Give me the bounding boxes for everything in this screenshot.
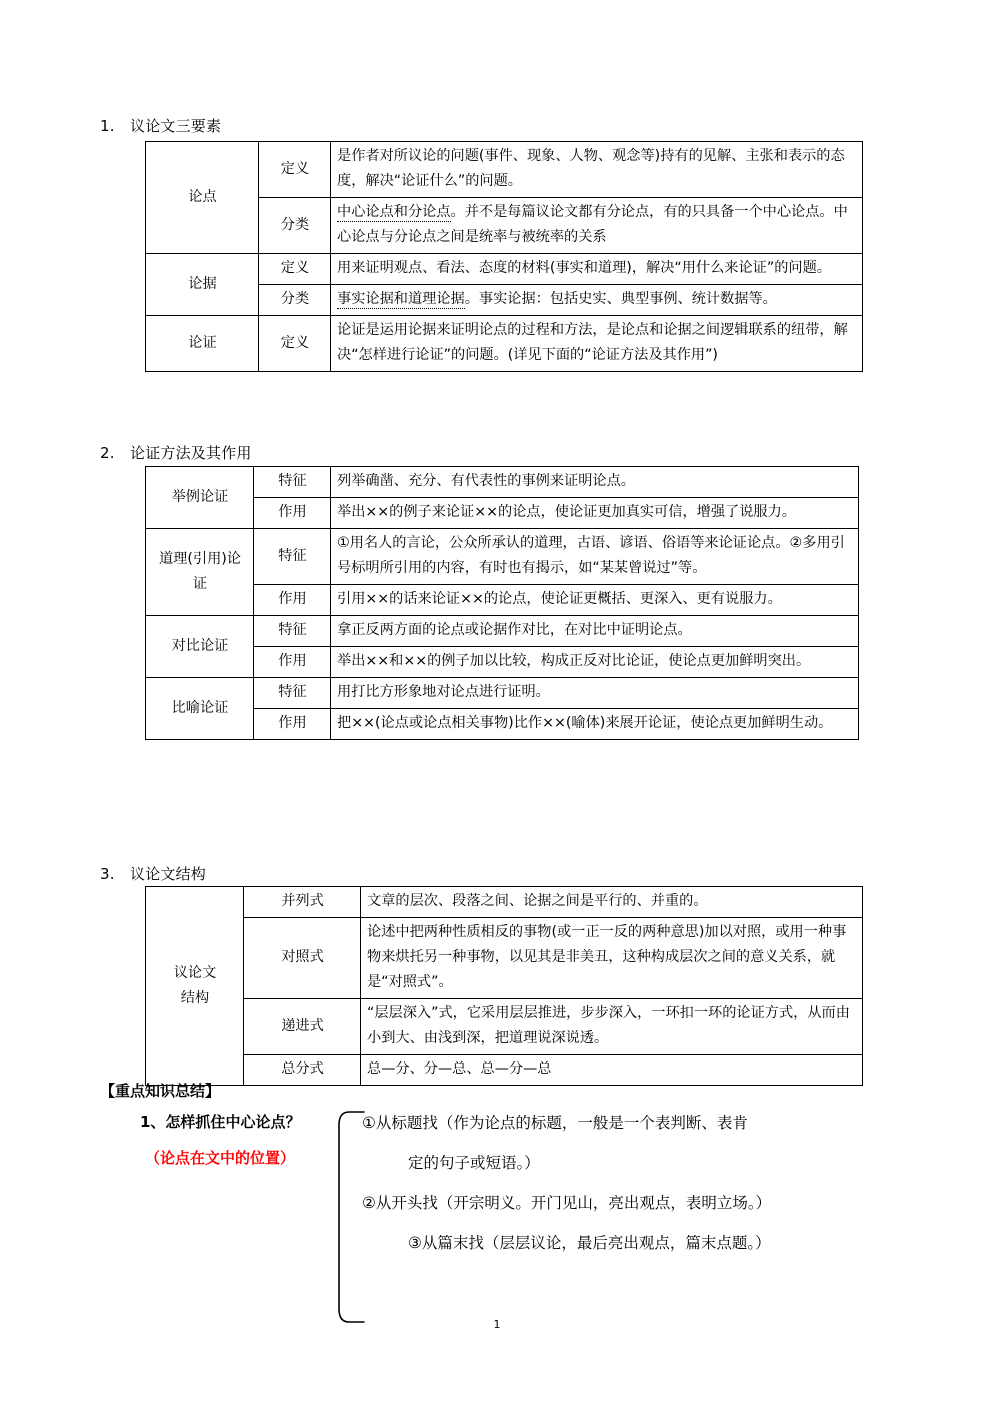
cell-text: 论述中把两种性质相反的事物(或一正一反的两种意思)加以对照，或用一种事物来烘托另一种事物，以见其是非美丑，这种构成层次之间的意义关系，就是“对照式”。 xyxy=(361,918,863,999)
table-row xyxy=(146,918,863,999)
cell-label: 定义 xyxy=(259,254,331,285)
cell-label: 作用 xyxy=(254,585,331,616)
underlined-term: 事实论据和道理论据 xyxy=(337,291,465,307)
cell-text: 用打比方形象地对论点进行证明。 xyxy=(331,678,859,709)
underlined-term: 中心论点和分论点 xyxy=(337,204,451,220)
cell-category: 举例论证 xyxy=(146,467,254,529)
cell-text: 论证是运用论据来证明论点的过程和方法，是论点和论据之间逻辑联系的纽带，解决“怎样进行论证”的问题。(详见下面的“论证方法及其作用”) xyxy=(331,316,863,372)
table-row xyxy=(146,1055,863,1086)
section-title-2: 论证方法及其作用 xyxy=(130,444,252,462)
table-row xyxy=(146,999,863,1055)
page-number: 1 xyxy=(493,1318,501,1331)
cell-label: 递进式 xyxy=(244,999,361,1055)
cell-label: 特征 xyxy=(254,678,331,709)
cell-text: ①用名人的言论，公众所承认的道理，古语、谚语、俗语等来论证论点。②多用引号标明所引用的内容，有时也有揭示，如“某某曾说过”等。 xyxy=(331,529,859,585)
cell-text-rest: 。并不是每篇议论文都有分论点，有的只具备一个中心论点。中心论点与分论点之间是统率与被统率的关系 xyxy=(337,204,848,245)
cell-text: 用来证明观点、看法、态度的材料(事实和道理)，解决“用什么来论证”的问题。 xyxy=(331,254,863,285)
section-number-1: 1. xyxy=(100,117,115,135)
table-essay-structure xyxy=(145,886,863,1086)
cell-label: 作用 xyxy=(254,709,331,740)
table-row xyxy=(146,467,859,498)
cell-category xyxy=(146,887,244,1086)
cell-label: 特征 xyxy=(254,467,331,498)
cell-label: 定义 xyxy=(259,142,331,198)
cell-label: 定义 xyxy=(259,316,331,372)
section-heading-2 xyxy=(100,443,252,463)
cell-text: 引用××的话来论证××的论点，使论证更概括、更深入、更有说服力。 xyxy=(331,585,859,616)
summary-point-3: ③从篇末找（层层议论，最后亮出观点，篇末点题。） xyxy=(408,1234,771,1252)
table-row xyxy=(146,529,859,585)
cell-text: “层层深入”式，它采用层层推进，步步深入，一环扣一环的论证方式，从而由小到大、由浅到深，把道理说深说透。 xyxy=(361,999,863,1055)
summary-heading: 【重点知识总结】 xyxy=(100,1082,221,1100)
cell-label: 并列式 xyxy=(244,887,361,918)
table-row xyxy=(146,887,863,918)
cell-label: 作用 xyxy=(254,647,331,678)
cell-category-line2: 结构 xyxy=(180,989,210,1006)
summary-point-1: ①从标题找（作为论点的标题，一般是一个表判断、表肯 xyxy=(362,1114,748,1132)
section-title-1: 议论文三要素 xyxy=(130,117,222,135)
table-row xyxy=(146,254,863,285)
cell-text xyxy=(331,285,863,316)
table-three-elements xyxy=(145,141,863,372)
summary-red-note: （论点在文中的位置） xyxy=(145,1149,296,1167)
cell-category: 道理(引用)论证 xyxy=(146,529,254,616)
cell-label: 总分式 xyxy=(244,1055,361,1086)
summary-point-1-cont: 定的句子或短语。） xyxy=(408,1154,540,1172)
cell-category-line1: 议论文 xyxy=(173,964,217,981)
cell-category: 对比论证 xyxy=(146,616,254,678)
cell-text: 拿正反两方面的论点或论据作对比，在对比中证明论点。 xyxy=(331,616,859,647)
cell-category: 论据 xyxy=(146,254,259,316)
cell-text: 举出××和××的例子加以比较，构成正反对比论证，使论点更加鲜明突出。 xyxy=(331,647,859,678)
section-title-3: 议论文结构 xyxy=(130,865,207,883)
cell-label: 分类 xyxy=(259,285,331,316)
section-number-2: 2. xyxy=(100,444,115,462)
cell-text xyxy=(331,198,863,254)
cell-label: 特征 xyxy=(254,529,331,585)
cell-text: 把××(论点或论点相关事物)比作××(喻体)来展开论证，使论点更加鲜明生动。 xyxy=(331,709,859,740)
cell-text: 是作者对所议论的问题(事件、现象、人物、观念等)持有的见解、主张和表示的态度，解决“论证什么”的问题。 xyxy=(331,142,863,198)
cell-text: 文章的层次、段落之间、论据之间是平行的、并重的。 xyxy=(361,887,863,918)
section-heading-3 xyxy=(100,864,206,884)
cell-label: 对照式 xyxy=(244,918,361,999)
table-row xyxy=(146,316,863,372)
summary-question: 1、怎样抓住中心论点？ xyxy=(140,1113,301,1131)
section-heading-1 xyxy=(100,116,221,136)
cell-text: 列举确凿、充分、有代表性的事例来证明论点。 xyxy=(331,467,859,498)
cell-label: 作用 xyxy=(254,498,331,529)
summary-point-2: ②从开头找（开宗明义。开门见山，亮出观点，表明立场。） xyxy=(362,1194,772,1212)
section-number-3: 3. xyxy=(100,865,115,883)
cell-text-rest: 。事实论据：包括史实、典型事例、统计数据等。 xyxy=(464,291,777,307)
cell-text: 举出××的例子来论证××的论点，使论证更加真实可信，增强了说服力。 xyxy=(331,498,859,529)
table-argument-methods xyxy=(145,466,859,740)
table-row xyxy=(146,142,863,198)
cell-label: 分类 xyxy=(259,198,331,254)
table-row xyxy=(146,678,859,709)
cell-category: 论点 xyxy=(146,142,259,254)
cell-label: 特征 xyxy=(254,616,331,647)
table-row xyxy=(146,616,859,647)
cell-category: 论证 xyxy=(146,316,259,372)
cell-category: 比喻论证 xyxy=(146,678,254,740)
cell-text: 总—分、分—总、总—分—总 xyxy=(361,1055,863,1086)
left-brace-icon xyxy=(334,1108,370,1330)
